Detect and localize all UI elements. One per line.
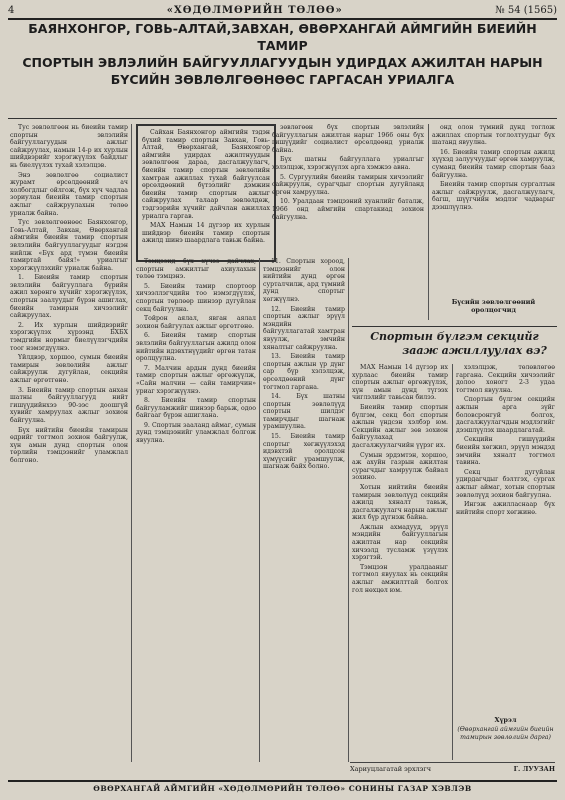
paragraph: 2. Их хурлын шийдвэрийг хэрэгжүүлэх хүрээнд БХБХ тэмдгийн нормыг биелүүлэгчдийн тоог нэмэгдүүлнэ. bbox=[10, 321, 128, 352]
paragraph: Ажлын ахмадууд, эрүүл мэндийн байгууллагын ажилтан нар секцийн хичээлд тусламж үзүүлэх хэрэгтэй. bbox=[352, 523, 448, 562]
paragraph: Тэмцээн уралдааныг тогтмол явуулах нь секцийн ажлыг амжилттай болгох гол нөхцөл юм. bbox=[352, 563, 448, 594]
headline-line-2: СПОРТЫН ЭВЛЭЛИЙН БАЙГУУЛЛАГУУДЫН УДИРДАХ АЖИЛТАН НАРЫН bbox=[22, 55, 543, 70]
column-rule bbox=[348, 258, 349, 762]
article-2-author-note: (Өвөрхангай аймгийн биеийн тамирын зөвлөлийн дарга) bbox=[457, 726, 554, 741]
paragraph: Биеийн тамир спортын бүлгэм, секц бол спортын ажлын үндсэн хэлбэр юм. Секцийн ажлыг зөв зохион байгуулахад дасгалжуулагчийн үүрэг их. bbox=[352, 403, 448, 449]
paragraph: Тус зөвлөлгөөнөөс Баянхонгор, Говь-Алтай, Завхан, Өвөрхангай аймгийн биеийн тамир спортын эвлэлийн байгууллагуудыг нэгдэн нийлж «Бүх ард түмэн биеийн тамиртай байя!» уриалгыг хэрэгжүүлэхийг уриалж байна. bbox=[10, 219, 128, 272]
editor-line bbox=[350, 762, 555, 775]
article-divider bbox=[352, 326, 557, 327]
signature-box: Бүсийн зөвлөлгөөний оролцогчид bbox=[451, 298, 536, 314]
article-2-title-line-2: зааж ажиллуулах вэ? bbox=[402, 344, 547, 357]
newspaper-title: «ХӨДӨЛМӨРИЙН ТӨЛӨӨ» bbox=[166, 4, 343, 16]
column-2 bbox=[136, 258, 256, 760]
editor-label: Хариуцлагатай эрхлэгч bbox=[350, 765, 432, 773]
paragraph: МАХ Намын 14 дүгээр их хурлын шийдвэр биеийн тамир спортын ажилд шинэ шаардлага тавьж байна. bbox=[142, 222, 270, 245]
paragraph: 7. Малчин ардын дунд биеийн тамир спортын ажлыг өргөжүүлж, «Сайн малчин — сайн тамирчин» уриаг хэрэгжүүлнэ. bbox=[136, 364, 256, 395]
paragraph: Бүх шатны байгууллага уриалгыг хэлэлцэж, хэрэгжүүлэх арга хэмжээ авна. bbox=[272, 156, 424, 171]
column-3 bbox=[263, 258, 345, 760]
paragraph: 8. Биеийн тамир спортын байгууламжийг шинээр барьж, одоо байгааг бүрэн ашиглана. bbox=[136, 397, 256, 420]
article-2-title bbox=[352, 330, 557, 358]
paragraph: онд олон түмний дунд тоглож ажиллах спортын тоглолтуудыг бүх шатанд явуулна. bbox=[432, 124, 555, 147]
paragraph: Энэ зөвлөлгөө социалист журамт өрсөлдөөний ач холбогдлыг ойлгож, бүх хүч чадлаа зориулан биеийн тамир спортын ажлыг сайжруулахын төлөө уриалж байна. bbox=[10, 171, 128, 217]
page-header bbox=[8, 2, 557, 20]
paragraph: 14. Бүх шатны спортын зөвлөлүүд спортын шилдэг тамирчдыг шагнаж урамшуулна. bbox=[263, 393, 345, 431]
issue-number: № 54 (1565) bbox=[495, 4, 557, 16]
paragraph: Сайхан Баянхонгор аймгийн тэдэн бүхий тамир спортын Завхан, Говь-Алтай, Өвөрхангай, Баянхонгор аймгийн удирдах ажилтнуудын зөвлөлгөөн дараа, дасгалжуулагч, биеийн тамир спортын зөвлөлийн хамтран ажиллах тухай байгуулсан өрсөлдөөний бүтээлийг дэмжин биеийн тамир спортын ажлыг сайжруулах талаар зөвлөлдөж, тэдгээрийн хүчийг дайчлан ажиллах уриалга гаргав. bbox=[142, 129, 270, 220]
paragraph: Сумын эрдэмтэн, хоршоо, аж ахуйн газрын ажилтан сурагчдыг хамруулж байвал зохино. bbox=[352, 451, 448, 482]
page-number: 4 bbox=[8, 4, 15, 16]
paragraph: Тэмцээнд бүх хүчээ дайчлах, спортын амжилтыг ахиулахын төлөө тэмцэнэ. bbox=[136, 258, 256, 281]
paragraph: Хотын нийтийн биеийн тамирын зөвлөлүүд секцийн ажилд хяналт тавьж, дасгалжуулагч нарын ажлыг жил бүр дүгнэж байна. bbox=[352, 483, 448, 522]
paragraph: Секцийн гишүүдийн биеийн хөгжил, эрүүл мэндэд эмчийн хяналт тогтмол тавина. bbox=[456, 436, 555, 467]
paragraph: Ингэж ажилласнаар бүх нийтийн спорт хөгжинө. bbox=[456, 501, 555, 516]
intro-right bbox=[272, 124, 424, 252]
paragraph: Спортын бүлгэм секцийн ажлын арга зүйг боловсронгуй болгох, дасгалжуулагчдын мэдлэгийг дээшлүүлэх шаардлагатай. bbox=[456, 396, 555, 434]
paragraph: Биеийн тамир спортын сургалтын ажлыг сайжруулж, дасгалжуулагч, багш, шүүгчийн мэдлэг чадварыг дээшлүүлнэ. bbox=[432, 181, 555, 211]
editor-name: Г. ЛУУЗАН bbox=[513, 765, 555, 773]
paragraph: Секц дугуйлан удирдагчдыг бэлтгэх, сургах ажлыг аймаг, хотын спортын зөвлөлүүд зохион байгуулна. bbox=[456, 468, 555, 499]
headline-line-1: БАЯНХОНГОР, ГОВЬ-АЛТАЙ,ЗАВХАН, ӨВӨРХАНГАЙ АЙМГИЙН БИЕИЙН ТАМИР bbox=[28, 21, 537, 53]
paragraph: 5. Биеийн тамир спортоор хичээллэгчдийн тоо нэмэгдүүлэх, спортын төрлөөр шинээр дугуйлан секц байгуулна. bbox=[136, 282, 256, 313]
paragraph: 9. Спортын зааланд аймаг, сумын дунд тэмцээнийг уламжлал болгож явуулна. bbox=[136, 421, 256, 445]
paragraph: 6. Биеийн тамир спортын эвлэлийн байгууллагын ажилд олон нийтийн идэвхтнүүдийг өргөн татан оролцуулна. bbox=[136, 332, 256, 363]
column-rule bbox=[428, 124, 429, 320]
article-2-right bbox=[456, 364, 555, 710]
column-rule bbox=[131, 124, 132, 762]
paragraph: Тойрон аялал, явган аялал зохион байгуулах ажлыг өргөтгөнө. bbox=[136, 315, 256, 330]
paragraph: 15. Биеийн тамир спортыг хөгжүүлэхэд идэвхтэй оролцсон хүмүүсийг урамшуулж, шагнаж байх болно. bbox=[263, 433, 345, 471]
paragraph: 3. Биеийн тамир спортын анхан шатны байгууллагууд нийт гишүүдийнхээ 90-ээс доошгүй хувийг хамруулах ажлыг зохион байгуулна. bbox=[10, 386, 128, 424]
column-rule bbox=[259, 258, 260, 762]
headline-line-3: БҮСИЙН ЗӨВЛӨЛГӨӨНӨӨС ГАРГАСАН УРИАЛГА bbox=[110, 72, 455, 87]
column-1 bbox=[10, 124, 128, 760]
paragraph: 1. Биеийн тамир спортын эвлэлийн байгууллага бүрийн ажил хөрөнгө хүчийг хэрэгжүүлэх, спортын заалуудыг бүрэн ашиглах, биеийн тамирын хичээлийг сайжруулах. bbox=[10, 274, 128, 320]
article-2-title-line-1: Спортын бүлгэм секцийг bbox=[370, 330, 539, 343]
paragraph: Бүх нийтийн биеийн тамирын өдрийг тогтмол зохион байгуулж, хүн амын дунд спортын олон төрлийн тэмцээнийг уламжлал болгоно. bbox=[10, 426, 128, 464]
intro-box bbox=[136, 124, 276, 262]
paragraph: 11. Спортын хороод, тэмцээнийг олон нийтийн дунд өргөн сурталчилж, ард түмний дунд спортыг хөгжүүлнэ. bbox=[263, 258, 345, 303]
column-4 bbox=[432, 124, 555, 294]
paragraph: 16. Биеийн тамир спортын ажилд хүүхэд залуучуудыг өргөн хамруулж, суманд биеийн тамир спортын бааз байгуулна. bbox=[432, 148, 555, 179]
column-rule bbox=[452, 364, 453, 760]
paragraph: 13. Биеийн тамир спортын ажлын үр дүнг сар бүр хэлэлцэж, өрсөлдөөний дүнг тогтмол гаргана. bbox=[263, 353, 345, 391]
paragraph: 10. Уралдаан тэмцээний хуанлийг баталж, 1966 онд аймгийн спартакиад зохион байгуулна. bbox=[272, 198, 424, 221]
paragraph: зөвлөгөөн бүх спортын эвлэлийн байгууллагын ажилтан нарыг 1966 оны бүх гишүүдийг социалист өрсөлдөөнд уриалж байна. bbox=[272, 124, 424, 154]
paragraph: хэлэлцэж, төлөвлөгөө гаргана. Секцийн хичээлийг долоо хоногт 2-3 удаа тогтмол явуулна. bbox=[456, 364, 555, 394]
page-footer: ӨВӨРХАНГАЙ АЙМГИЙН «ХӨДӨЛМӨРИЙН ТӨЛӨӨ» СОНИНЫ ГАЗАР ХЭВЛЭВ bbox=[8, 780, 557, 796]
article-2-left bbox=[352, 364, 448, 758]
paragraph: Тус зөвлөлгөөн нь биеийн тамир спортын эвлэлийн байгууллагуудын ажлыг сайжруулах, намын 14-р их хурлын шийдвэрийг хэрэгжүүлэх байдлыг нь биелүүлэх тухай хэлэлцэв. bbox=[10, 124, 128, 169]
paragraph: 5. Сургуулийн биеийн тамирын хичээлийг сайжруулж, сурагчдыг спортын дугуйланд өргөн хамруулна. bbox=[272, 173, 424, 196]
main-headline bbox=[10, 20, 555, 116]
article-2-author: Хүрэл bbox=[494, 716, 517, 724]
headline-divider bbox=[8, 118, 557, 119]
paragraph: МАХ Намын 14 дүгээр их хурлаас биеийн тамир спортын ажлыг өргөжүүлэх, хүн амын дунд түгээх чиглэлийг тавьсан билээ. bbox=[352, 364, 448, 402]
paragraph: Үйлдвэр, хоршоо, сумын биеийн тамирын зөвлөлийн ажлыг сайжруулж дугуйлан, секцийн ажлыг өргөтгөнө. bbox=[10, 354, 128, 384]
paragraph: 12. Биеийн тамир спортын ажлыг эрүүл мэндийн байгууллагатай хамтран явуулж, эмчийн хяналтыг сайжруулна. bbox=[263, 305, 345, 351]
